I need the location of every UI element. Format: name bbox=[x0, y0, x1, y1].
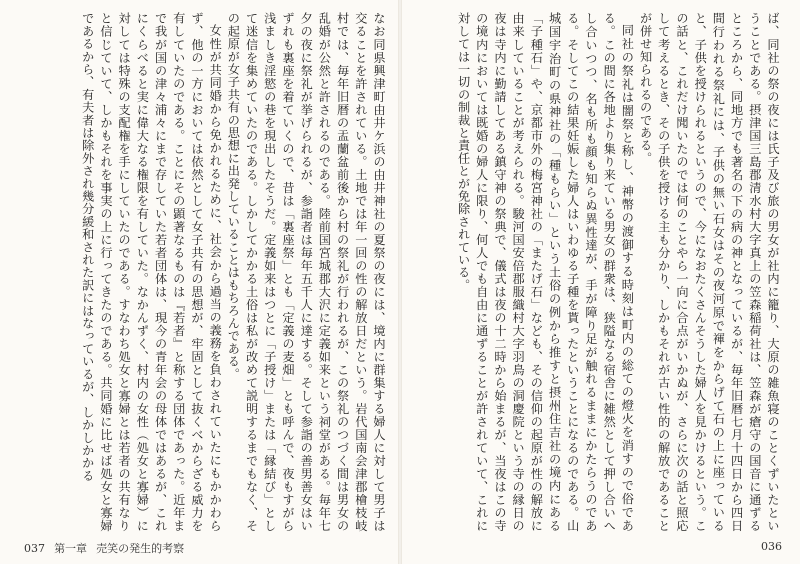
right-page-number: 036 bbox=[761, 540, 782, 553]
right-page-body bbox=[428, 12, 782, 532]
right-paragraph-1: ば、同社の祭の夜には氏子及び旅の男女が社内に籠り、大原の雑魚寝のことくずいたということである。摂津国三島郡清水村大字真上の笠森稲荷社は、笠森が瘡守の国音に通ずるところから、同地方でも著名の下の病の神となっているが、毎年旧暦七月十四日から四日間行われる祭礼には、子供の無い石女はその夜河原で褌をからげて石の上に座っていると、子供を授けられるというので、今になおたくさんそうした婦人を見かけるという。この話と、これだけ聞いたのでは何のことやら一向に合点がいかぬが、さらに次の話と照応して考えるとき、その子供を授ける主も分かり、しかもそれが古い性的の解放であることが併せ知られるのである。 bbox=[638, 12, 780, 532]
right-page-footer bbox=[761, 540, 782, 553]
left-paragraph-1: なお同県興津町由井ケ浜の由井神社の夏祭の夜には、境内に群集する婦人に対して男子は交ることを許されている。土地では年一回の性の解放日だという。岩代国南会津郡檜枝岐村では、毎年旧暦の盂蘭盆前後から村の祭礼が行われるが、この祭礼のつづく間は男女の乱婚が公然と許されるのである。陸前国宮城郡大沢に定義如来という祠堂がある。毎年七夕の夜に祭礼が挙げられるが、参詣者は毎年五千人に達する。そして参詣の善男善女はいずれも裏座を着ていくので、昔は「裏座祭」とも「定義の麦畑」とも呼んで、夜もすがら浅ましき淫慾の巷を現出したそうだ。定義如来はつとに「子授け」または「縁結び」として迷信を集めていたのである。しかしてかかる土俗は私が改めて説明するまでもなく、その起原が女子共有の思想に出発していることはもちろんである。 bbox=[226, 12, 386, 532]
left-page-number: 037 bbox=[24, 542, 45, 555]
left-page-body bbox=[22, 12, 388, 532]
left-paragraph-2: 女性が共同婚から免かれるために、社会から過当の義務を負わされていたにもかかわらず、他の一方においては依然として女子共有の思想が、牢固として抜くべからざる威力を有していたのである。ことにその顕著なるものは『若者』と称する団体であった。近年まで我が国の津々浦々にまで存していた若者団体は、現今の青年会の母体ではあるが、これにくらべると実に偉大なる権限を有していた。なかんずく、村内の女性（処女と寡婦）に対しては特殊の支配権を手にしていたのである。すなわち処女と寡婦とは若者の共有なりと信じていて、しかもそれを事実の上に行ってきたのである。共同婚に比せば処女と寡婦であるから、有夫者は除外され幾分緩和された訳にはなっているが、しかしかかる bbox=[80, 12, 223, 532]
chapter-label: 第一章 bbox=[54, 543, 88, 555]
right-paragraph-2: 同社の祭礼は闇祭と称し、神幣の渡御する時刻は町内の総ての燈火を消すので俗である。この間に各地より集り来ている男女の群衆は、狭隘なる宿舎に雑然として押し合いへし合いつつ、名も所も顔も知らぬ異性達が、手が障り足が触れるままにかたらうのである。そしてこの結果妊娠した婦人はいわゆる子種を貰ったということになるのである。山城国宇治町の県神社の「種もらい」という土俗の例から推すと摂州住吉社の境内にある「子種石」や、京都市外の梅宮神社の「またげ石」なども、その信仰の起原が性の解放に由来していることが考えられる。駿河国安倍郡服織村大字羽鳥の洞慶院という寺の縁日の夜は寺内に勤請してある鎮守神の祭典で、儀式は夜の十二時から始まるが、当夜はこの寺の境内においては既婚の婦人に限り、何人でも自由に通ずることが許されていて、これに対しては一切の制裁と責任とが免除されている。 bbox=[456, 12, 635, 532]
book-gutter bbox=[398, 0, 402, 564]
left-page-footer bbox=[24, 540, 184, 556]
left-page bbox=[22, 12, 388, 532]
right-page bbox=[428, 12, 782, 532]
chapter-title: 売笑の発生的考察 bbox=[96, 543, 185, 555]
